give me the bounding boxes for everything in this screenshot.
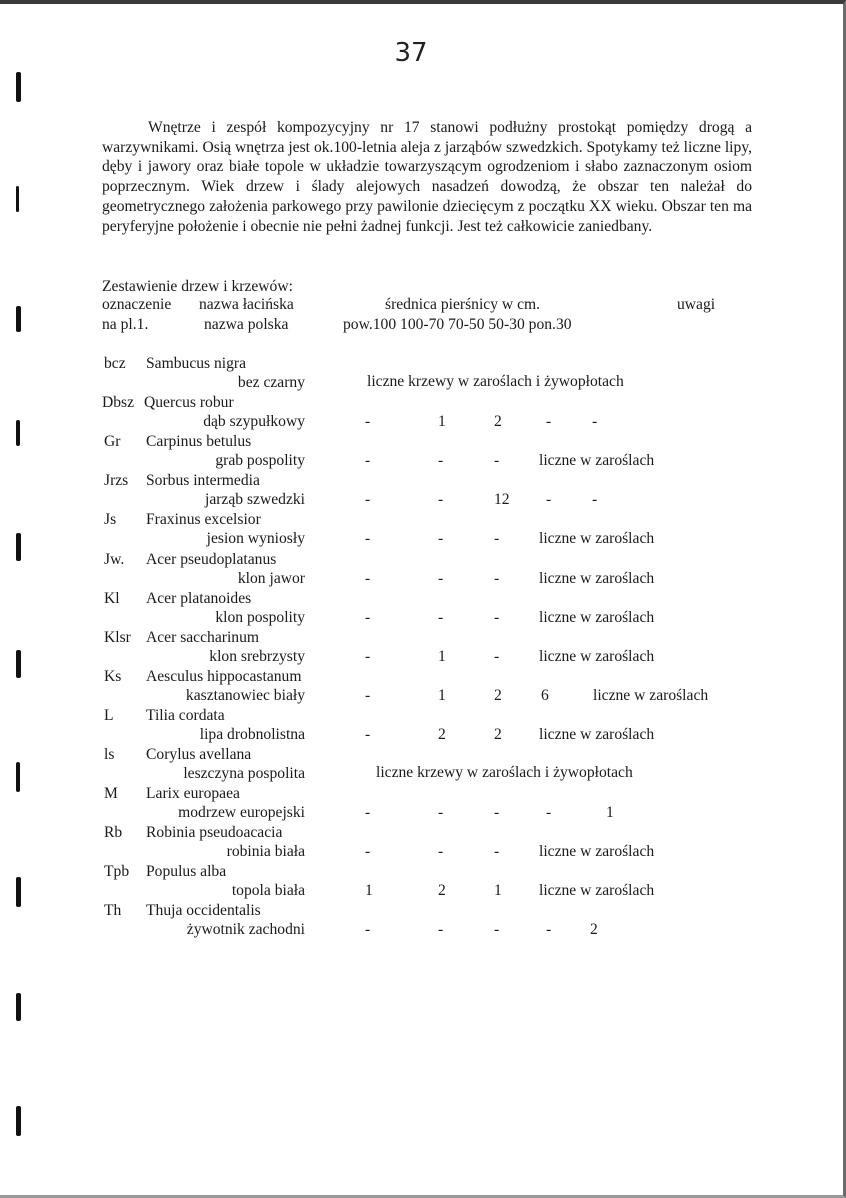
row-code: Rb xyxy=(104,824,123,842)
row-code: M xyxy=(104,785,118,803)
row-diameter-c1: - xyxy=(365,569,371,587)
row-diameter-c4: - xyxy=(546,804,552,822)
row-latin-name: Aesculus hippocastanum xyxy=(146,667,302,685)
row-diameter-c1: 1 xyxy=(365,882,373,900)
row-remarks: liczne w zaroślach xyxy=(539,608,655,626)
row-polish-name: dąb szypułkowy xyxy=(203,413,305,431)
row-latin-name: Acer platanoides xyxy=(146,589,252,607)
row-diameter-c2: - xyxy=(438,530,444,548)
binding-hole-mark xyxy=(16,650,21,678)
row-polish-name: klon srebrzysty xyxy=(209,647,305,665)
row-diameter-c3: 2 xyxy=(494,725,502,743)
row-diameter-c1: - xyxy=(365,530,371,548)
row-diameter-c3: 1 xyxy=(494,882,502,900)
row-code: Jrzs xyxy=(104,472,129,490)
row-polish-name: lipa drobnolistna xyxy=(199,725,305,743)
row-code: Th xyxy=(104,902,122,920)
description-paragraph: Wnętrze i zespół kompozycyjny nr 17 stanowi podłużny prostokąt pomiędzy drogą a warzywnikami. Osią wnętrza jest ok.100-letnia aleja z jarząbów szwedzkich. Spotykamy też liczne lipy, dęby i jawory oraz białe topole w układzie towarzyszącym ogrodzeniom i słabo zaznaczonym osiom poprzecznym. Wiek drzew i ślady alejowych nasadzeń dowodzą, że obszar ten należał do geometrycznego założenia parkowego przy pawilonie dziecięcym z początku XX wieku. Obszar ten ma peryferyjne położenie i obecnie nie pełni żadnej funkcji. Jest też całkowicie zaniedbany. xyxy=(102,119,752,235)
row-latin-name: Corylus avellana xyxy=(146,746,252,763)
binding-hole-mark xyxy=(16,186,19,212)
header-code-line2: na pl.1. xyxy=(102,316,149,333)
row-remarks: liczne w zaroślach xyxy=(539,569,655,587)
row-remarks: liczne w zaroślach xyxy=(593,686,709,704)
row-diameter-c5: - xyxy=(592,491,598,509)
row-polish-name: grab pospolity xyxy=(215,452,305,470)
row-remarks: liczne w zaroślach xyxy=(539,647,655,665)
row-polish-name: modrzew europejski xyxy=(178,804,305,822)
row-diameter-c3: - xyxy=(494,452,500,470)
row-polish-name: żywotnik zachodni xyxy=(186,921,305,939)
row-diameter-c2: - xyxy=(438,804,444,822)
row-latin-name: Carpinus betulus xyxy=(146,433,252,451)
row-diameter-c5: 2 xyxy=(590,921,598,939)
row-diameter-c1: - xyxy=(365,921,371,939)
row-diameter-c5: - xyxy=(592,413,598,431)
row-latin-name: Sambucus nigra xyxy=(146,355,247,372)
row-polish-name: jarząb szwedzki xyxy=(204,491,305,509)
row-diameter-c3: - xyxy=(494,608,500,626)
row-remarks: liczne w zaroślach xyxy=(539,530,655,548)
row-diameter-c1: - xyxy=(365,804,371,822)
row-diameter-c1: - xyxy=(365,686,371,704)
row-diameter-c3: 2 xyxy=(494,413,502,431)
row-code: Dbsz xyxy=(102,394,135,412)
row-diameter-c1: - xyxy=(365,452,371,470)
row-latin-name: Fraxinus excelsior xyxy=(146,511,261,529)
row-code: Js xyxy=(104,511,117,529)
row-diameter-c2: - xyxy=(438,491,444,509)
row-diameter-c1: - xyxy=(365,843,371,861)
row-diameter-c2: - xyxy=(438,843,444,861)
row-code: Kl xyxy=(104,589,120,607)
row-diameter-c2: 2 xyxy=(438,725,446,743)
row-diameter-c2: - xyxy=(438,921,444,939)
row-latin-name: Sorbus intermedia xyxy=(146,472,260,490)
row-diameter-c3: - xyxy=(494,569,500,587)
header-diameter-title: średnica pierśnicy w cm. xyxy=(385,296,541,313)
row-diameter-c5: 1 xyxy=(606,804,614,822)
row-latin-name: Populus alba xyxy=(146,863,227,881)
row-diameter-c3: 12 xyxy=(494,491,510,509)
row-remarks: liczne w zaroślach xyxy=(539,725,655,743)
row-diameter-c2: - xyxy=(438,608,444,626)
row-code: Tpb xyxy=(104,863,130,881)
row-code: L xyxy=(104,706,114,724)
row-diameter-c2: 1 xyxy=(438,647,446,665)
row-latin-name: Robinia pseudoacacia xyxy=(146,824,283,842)
binding-hole-mark xyxy=(16,72,21,102)
header-code-line1: oznaczenie xyxy=(102,296,172,313)
row-polish-name: klon jawor xyxy=(237,569,305,587)
row-code: Klsr xyxy=(104,628,131,646)
binding-hole-mark xyxy=(16,993,21,1021)
row-diameter-c1: - xyxy=(365,413,371,431)
row-polish-name: robinia biała xyxy=(226,843,305,861)
row-code: bcz xyxy=(104,355,126,372)
row-code: Jw. xyxy=(104,550,125,568)
binding-hole-mark xyxy=(16,1106,21,1136)
row-remarks: liczne w zaroślach xyxy=(539,882,655,900)
row-diameter-c3: - xyxy=(494,804,500,822)
row-remarks: liczne w zaroślach xyxy=(539,843,655,861)
row-remarks: liczne krzewy w zaroślach i żywopłotach xyxy=(367,373,624,390)
row-polish-name: jesion wyniosły xyxy=(206,530,305,548)
row-latin-name: Quercus robur xyxy=(144,394,234,412)
header-latin-name: nazwa łacińska xyxy=(199,296,294,313)
row-latin-name: Thuja occidentalis xyxy=(146,902,261,920)
row-diameter-c3: 2 xyxy=(494,686,502,704)
row-polish-name: bez czarny xyxy=(237,374,305,391)
row-diameter-c4: - xyxy=(546,491,552,509)
row-polish-name: topola biała xyxy=(231,882,305,900)
row-latin-name: Acer saccharinum xyxy=(146,628,259,646)
row-diameter-c1: - xyxy=(365,647,371,665)
row-diameter-c3: - xyxy=(494,921,500,939)
row-code: Ks xyxy=(104,667,122,685)
row-diameter-c2: - xyxy=(438,569,444,587)
row-diameter-c3: - xyxy=(494,843,500,861)
row-polish-name: klon pospolity xyxy=(215,608,305,626)
row-diameter-c4: - xyxy=(546,921,552,939)
row-diameter-c4: - xyxy=(546,413,552,431)
row-latin-name: Larix europaea xyxy=(146,785,240,803)
header-diameter-classes: pow.100 100-70 70-50 50-30 pon.30 xyxy=(343,316,572,333)
row-latin-name: Acer pseudoplatanus xyxy=(146,550,277,568)
binding-hole-mark xyxy=(16,877,21,907)
row-diameter-c2: 1 xyxy=(438,686,446,704)
row-polish-name: leszczyna pospolita xyxy=(183,765,305,782)
row-remarks: liczne w zaroślach xyxy=(539,452,655,470)
row-code: ls xyxy=(104,746,115,763)
row-diameter-c3: - xyxy=(494,530,500,548)
row-code: Gr xyxy=(104,433,121,451)
binding-hole-mark xyxy=(16,306,21,332)
header-remarks: uwagi xyxy=(677,296,716,313)
row-diameter-c1: - xyxy=(365,491,371,509)
row-diameter-c1: - xyxy=(365,725,371,743)
row-remarks: liczne krzewy w zaroślach i żywopłotach xyxy=(376,764,633,781)
binding-hole-mark xyxy=(16,533,21,561)
row-diameter-c1: - xyxy=(365,608,371,626)
binding-hole-mark xyxy=(16,420,20,446)
table-title: Zestawienie drzew i krzewów: xyxy=(102,278,293,295)
row-diameter-c2: 1 xyxy=(438,413,446,431)
row-diameter-c3: - xyxy=(494,647,500,665)
row-diameter-c4: 6 xyxy=(541,686,549,704)
row-diameter-c2: - xyxy=(438,452,444,470)
binding-hole-mark xyxy=(16,762,20,792)
page-number: 37 xyxy=(394,38,428,68)
row-polish-name: kasztanowiec biały xyxy=(185,686,305,704)
row-diameter-c2: 2 xyxy=(438,882,446,900)
row-latin-name: Tilia cordata xyxy=(146,706,225,724)
header-polish-name: nazwa polska xyxy=(204,316,289,333)
